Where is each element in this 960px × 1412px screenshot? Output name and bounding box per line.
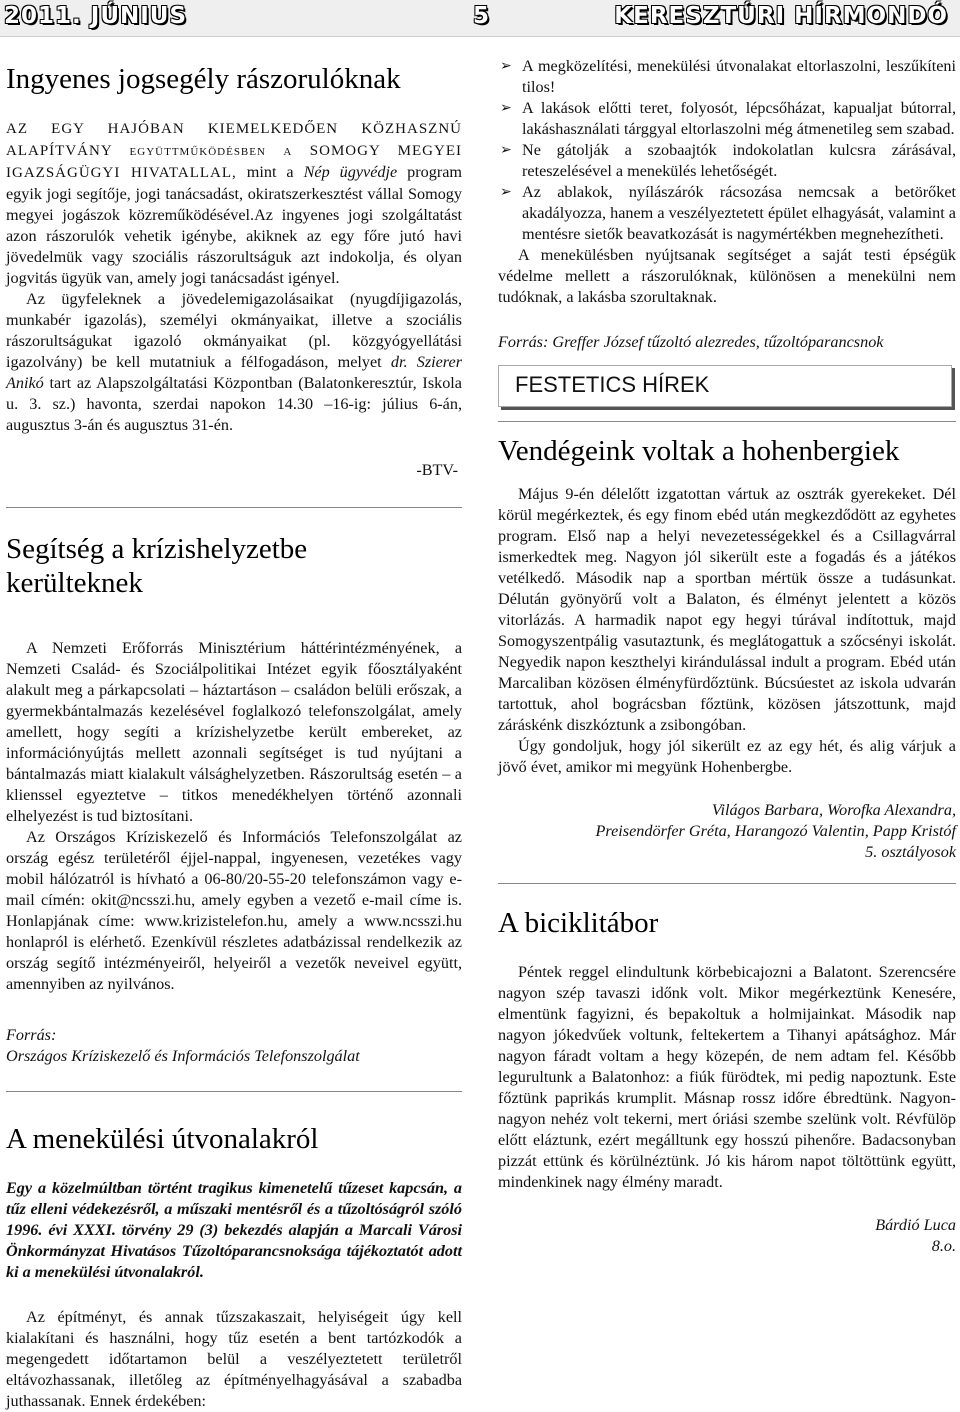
list-item [498,140,956,182]
list-item [498,182,956,245]
article-signature: 5. osztályosok [865,843,956,861]
article-signature: -BTV- [416,461,458,479]
right-column [498,56,956,1257]
source-text: Forrás: Greffer József tűzoltó alezredes, tűzoltóparancsnok [498,333,884,351]
list-item-text: A megközelítési, menekülési útvonalakat eltorlaszolni, leszűkíteni tilos! [522,57,956,96]
section-divider [6,507,462,508]
list-item-text: Az ablakok, nyílászárók rácsozása nemcsak a betörőket akadályozza, hanem a veszélyeztetett épület elhagyását, valamint a mentésre sietők beavatkozását is nagymértékben megnehezítheti. [522,183,956,243]
program-name: Nép ügyvédje [303,163,398,181]
festetics-news-banner [498,365,952,407]
list-item-text: A lakások előtti teret, folyosót, lépcsőházat, kapualjat bútorral, lakáshasználati tárggyal eltorlaszolni még átmenetileg sem szabad. [522,99,956,138]
article-legal-aid [6,62,462,481]
article-text: Az ügyfeleknek a jövedelemigazolásaikat (nyugdíjigazolás, munkabér igazolás), személyi okmányaikat, illetve a szociális rászorultságukat igazoló okmányaikat (pl. közgyógyellátási igazolvány) be kell mutatniuk a félfogadáson, melyet [6,290,462,371]
article-paragraph: A Nemzeti Erőforrás Minisztérium háttérintézményének, a Nemzeti Család- és Szociálpolitikai Intézet egyik főosztályaként alakult meg a párkapcsolati – háztartáson – családon belüli erőszak, a gyermekbántalmazás kezelésével foglalkozó telefonszolgálat, amely amellett, hogy segíti a krízishelyzetbe került embereket, az információnyújtás mellett azonnali segítséget is tud nyújtani a bántalmazás miatt kialakult válsághelyzetben. Rászorultság esetén – a klienssel egyeztetve – titkos menedékhelyen történő azonnali elhelyezést is tud biztosítani. [6,639,462,825]
page-number: 5 [473,3,491,29]
article-title: A menekülési útvonalakról [6,1123,319,1155]
article-title: Vendégeink voltak a hohenbergiek [498,435,900,467]
masthead [0,0,960,37]
article-signature: Világos Barbara, Worofka Alexandra, [711,801,956,819]
list-item [498,98,956,140]
source-text: Országos Kríziskezelő és Információs Telefonszolgálat [6,1047,360,1065]
article-paragraph: Úgy gondoljuk, hogy jól sikerült ez az egy hét, és alig várjuk a jövő évet, amikor mi megyünk Hohenbergbe. [498,737,956,776]
article-escape-routes [6,1122,462,1412]
article-signature: 8.o. [931,1237,956,1255]
article-crisis-help [6,532,462,1067]
section-divider [498,883,956,884]
person-name: dr. Szierer Anikó [6,353,462,392]
article-paragraph: Május 9-én délelőtt izgatottan vártuk az osztrák gyerekeket. Dél körül megérkeztek, és egy finom ebéd után megkezdődött az egyhetes program. Első nap a helyi nevezetességekkel és a Csillagvárral ismerkedtek meg. Nagyon jól sikerült este a fogadás és a játékos vetélkedő. Második nap a sportban mértük össze a tudásunkat. Délután gyönyörű volt a Balaton, és élményt jelentett a közös vitorlázás. A harmadik napot egy hegyi túrával indítottuk, majd Somogyszentpálig vasutaztunk, és meglátogattuk a szőcsényi iskolát. Negyedik napon keszthelyi kirándulással indult a program. Ebéd után Marcaliban közösen élményfürdőztünk. Búcsúestet az iskola udvarán tartottuk, ahol bográcsban főztünk, közösen játszottunk, majd záráskénk diszkóztunk a zsibongóban. [498,485,956,734]
article-signature: Bárdió Luca [875,1216,956,1234]
article-hohenberg-guests [498,434,956,863]
article-title: Ingyenes jogsegély rászorulóknak [6,63,401,95]
issue-date: 2011. JÚNIUS [4,3,188,29]
section-divider [498,421,956,422]
list-item [498,56,956,98]
article-title: Segítség a krízishelyzetbe kerülteknek [6,533,308,599]
article-lead: Egy a közelmúltban történt tragikus kimenetelű tűzeset kapcsán, a tűz elleni védekezésről, a műszaki mentésről és a tűzoltóságról szóló 1996. évi XXXI. törvény 29 (3) bekezdés alapján a Marcali Városi Önkormányzat Hivatásos Tűzoltóparancsnoksága tájékoztatót adott ki a menekülési útvonalakról. [6,1179,462,1281]
article-text: program egyik jogi segítője, jogi tanácsadást, okiratszerkesztést vállal Somogy megyei jogászok közreműködésével.Az ingyenes jogi szolgáltatást azon rászorulók vehetik igénybe, akiknek az egy főre jutó havi jövedelmük vagy szociális rászorultságuk azt indokolja, és olyan jogvitás ügyük van, amely jogi tanácsadást igényel. [6,163,462,287]
article-paragraph: Az Országos Kríziskezelő és Információs Telefonszolgálat az ország egész területéről éjjel-nappal, ingyenesen, vezetékes vagy mobil hálózatról is hívható a 06-80/20-55-20 telefonszámon vagy e-mail címén: okit@ncsszi.hu, amely egyben a vezető e-mail címe is. Honlapjának címe: www.krizistelefon.hu, amely a www.ncsszi.hu honlapról is elérhető. Ezenkívül részletes adatbázissal rendelkezik az ország segítő intézményeiről, helyeiről a vezetők neveivel együtt, amennyiben az nyilvános. [6,828,462,993]
arrow-bullet-icon: ➢ [500,58,512,74]
left-column [6,56,462,1412]
article-lead-smallcaps: AZ EGY HAJÓBAN KIEMELKEDŐEN KÖZHASZNÚ ALAPÍTVÁNY együttműködésben a SOMOGY MEGYEI IGAZSÁGÜGYI HIVATALLAL, [6,121,462,181]
article-bike-camp [498,906,956,1257]
article-title: A biciklitábor [498,907,659,939]
article-paragraph [6,289,462,436]
source-label: Forrás: [6,1026,57,1044]
article-paragraph: Az építményt, és annak tűzszakaszait, helyiségeit úgy kell kialakítani és használni, hogy tűz esetén a bent tartózkodók a megengedett időtartamon belül a veszélyeztetett területről eltávozhassanak, illetőleg az építményelhagyásával a szabadba juthassanak. Ennek érdekében: [6,1308,462,1410]
article-paragraph: A menekülésben nyújtsanak segítséget a saját testi épségük védelme mellett a rászorulóknak, különösen a menekülni nem tudóknak, a lakásba szorultaknak. [498,246,956,306]
article-signature: Preisendörfer Gréta, Harangozó Valentin, Papp Kristóf [595,822,956,840]
arrow-bullet-icon: ➢ [500,184,512,200]
arrow-bullet-icon: ➢ [500,100,512,116]
article-text: tart az Alapszolgáltatási Központban (Balatonkeresztúr, Iskola u. 3. sz.) havonta, szerdai napokon 14.30 –16-ig: július 6-án, augusztus 3-án és augusztus 31-én. [6,374,462,434]
article-text: mint a [236,163,304,181]
newspaper-title: KERESZTÚRI HÍRMONDÓ [614,3,948,29]
arrow-bullet-icon: ➢ [500,142,512,158]
section-divider [6,1091,462,1092]
escape-route-list [498,56,956,245]
banner-title: FESTETICS HÍREK [515,372,710,397]
article-paragraph [6,118,462,289]
article-paragraph: Péntek reggel elindultunk körbebicajozni a Balatont. Szerencsére nagyon szép tavaszi időnk volt. Mikor megérkeztünk Kenesére, elmentünk fagyizni, és bepakoltuk a holmijainkat. Második nap nagyon jókedvűek voltunk, feltekertem a Tihanyi apátsághoz. Már nagyon fáradt voltam a hegy közepén, de nem adtam fel. Később legurultunk a Balatonhoz: a fiúk fürödtek, mi pedig napoztunk. Este főztünk paprikás krumplit. Másnap rossz időre ébredtünk. Nagyon-nagyon nehéz volt tekerni, mert óriási szembe szelünk volt. Révfülöp előtt eláztunk, ezért megálltunk egy hosszú pihenőre. Badacsonyban pizzát ettünk és körülnéztünk. Jó kis három napot töltöttünk együtt, mindenkinek nagy élmény maradt. [498,963,956,1191]
list-item-text: Ne gátolják a szobaajtók indokolatlan kulcsra zárásával, reteszelésével a menekülés lehetőségét. [522,141,956,180]
